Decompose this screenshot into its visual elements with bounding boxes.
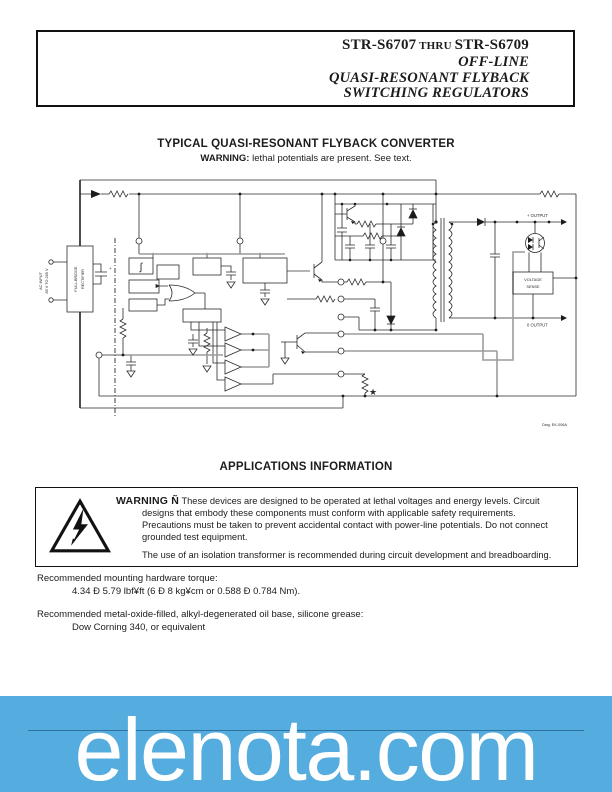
part-number-start: STR-S6707 xyxy=(342,37,417,53)
ac-input-label-2: 85 V TO 265 V xyxy=(45,268,49,294)
figure-warning-text: lethal potentials are present. See text. xyxy=(249,153,412,164)
warning-heading: WARNING Ñ xyxy=(116,495,180,507)
watermark-banner xyxy=(0,696,612,792)
drawing-reference: Dwg. EK-006A xyxy=(542,423,567,427)
plus-output-label: + OUTPUT xyxy=(527,213,548,218)
figure-warning xyxy=(0,153,612,164)
star-marker: ★ xyxy=(369,387,378,397)
warning-body: These devices are designed to be operated at lethal voltages and energy levels. Circuit designs that embody these components must conform with applicable safety requirements. Precautions must be taken to prevent accidental contact with power-line potentials. Do not connect grounded test equipment. xyxy=(142,496,548,543)
torque-label: Recommended mounting hardware torque: xyxy=(37,573,218,584)
applications-title: APPLICATIONS INFORMATION xyxy=(219,461,393,473)
part-number-end: STR-S6709 xyxy=(454,37,529,53)
recommendations xyxy=(37,573,363,634)
grease-value: Dow Corning 340, or equivalent xyxy=(72,621,206,633)
rectifier-label-2: RECTIFIER xyxy=(81,268,85,290)
title-line-2: QUASI-RESONANT FLYBACK xyxy=(328,69,529,86)
diodes xyxy=(91,190,567,354)
title-line-1: OFF-LINE xyxy=(458,54,529,70)
ac-input-label-1: AC INPUT xyxy=(39,272,43,290)
voltage-sense-label-2: SENSE xyxy=(526,284,540,289)
part-number-line xyxy=(38,37,529,55)
torque-value: 4.34 Ð 5.79 lbf¥ft (6 Ð 8 kg¥cm or 0.588 Ð 0.784 Nm). xyxy=(72,585,301,597)
figure-warning-label: WARNING: xyxy=(200,153,250,164)
figure-title: TYPICAL QUASI-RESONANT FLYBACK CONVERTER xyxy=(157,138,455,150)
integrator-symbol: ∫ xyxy=(139,262,143,273)
title-block xyxy=(36,30,575,107)
title-line-3: SWITCHING REGULATORS xyxy=(343,85,529,101)
ic-blocks xyxy=(49,234,553,392)
watermark-text: elenota.com xyxy=(74,700,538,792)
minus-output-label: 0 OUTPUT xyxy=(527,322,548,328)
junction-dots xyxy=(122,193,578,398)
thru-label: THRU xyxy=(416,40,455,52)
grease-label: Recommended metal-oxide-filled, alkyl-degenerated oil base, silicone grease: xyxy=(37,609,364,620)
warning-note: The use of an isolation transformer is recommended during circuit development and breadboarding. xyxy=(142,550,552,561)
warning-paragraph xyxy=(116,495,561,543)
rectifier-label-1: FULL-BRIDGE xyxy=(74,266,78,292)
voltage-sense-label-1: VOLTAGE xyxy=(524,277,542,282)
warning-text-block xyxy=(116,488,577,561)
cap-polarity-label: + xyxy=(109,266,112,271)
flyback-converter-schematic xyxy=(35,168,580,436)
high-voltage-warning-icon xyxy=(49,495,111,557)
warning-box xyxy=(35,487,578,567)
